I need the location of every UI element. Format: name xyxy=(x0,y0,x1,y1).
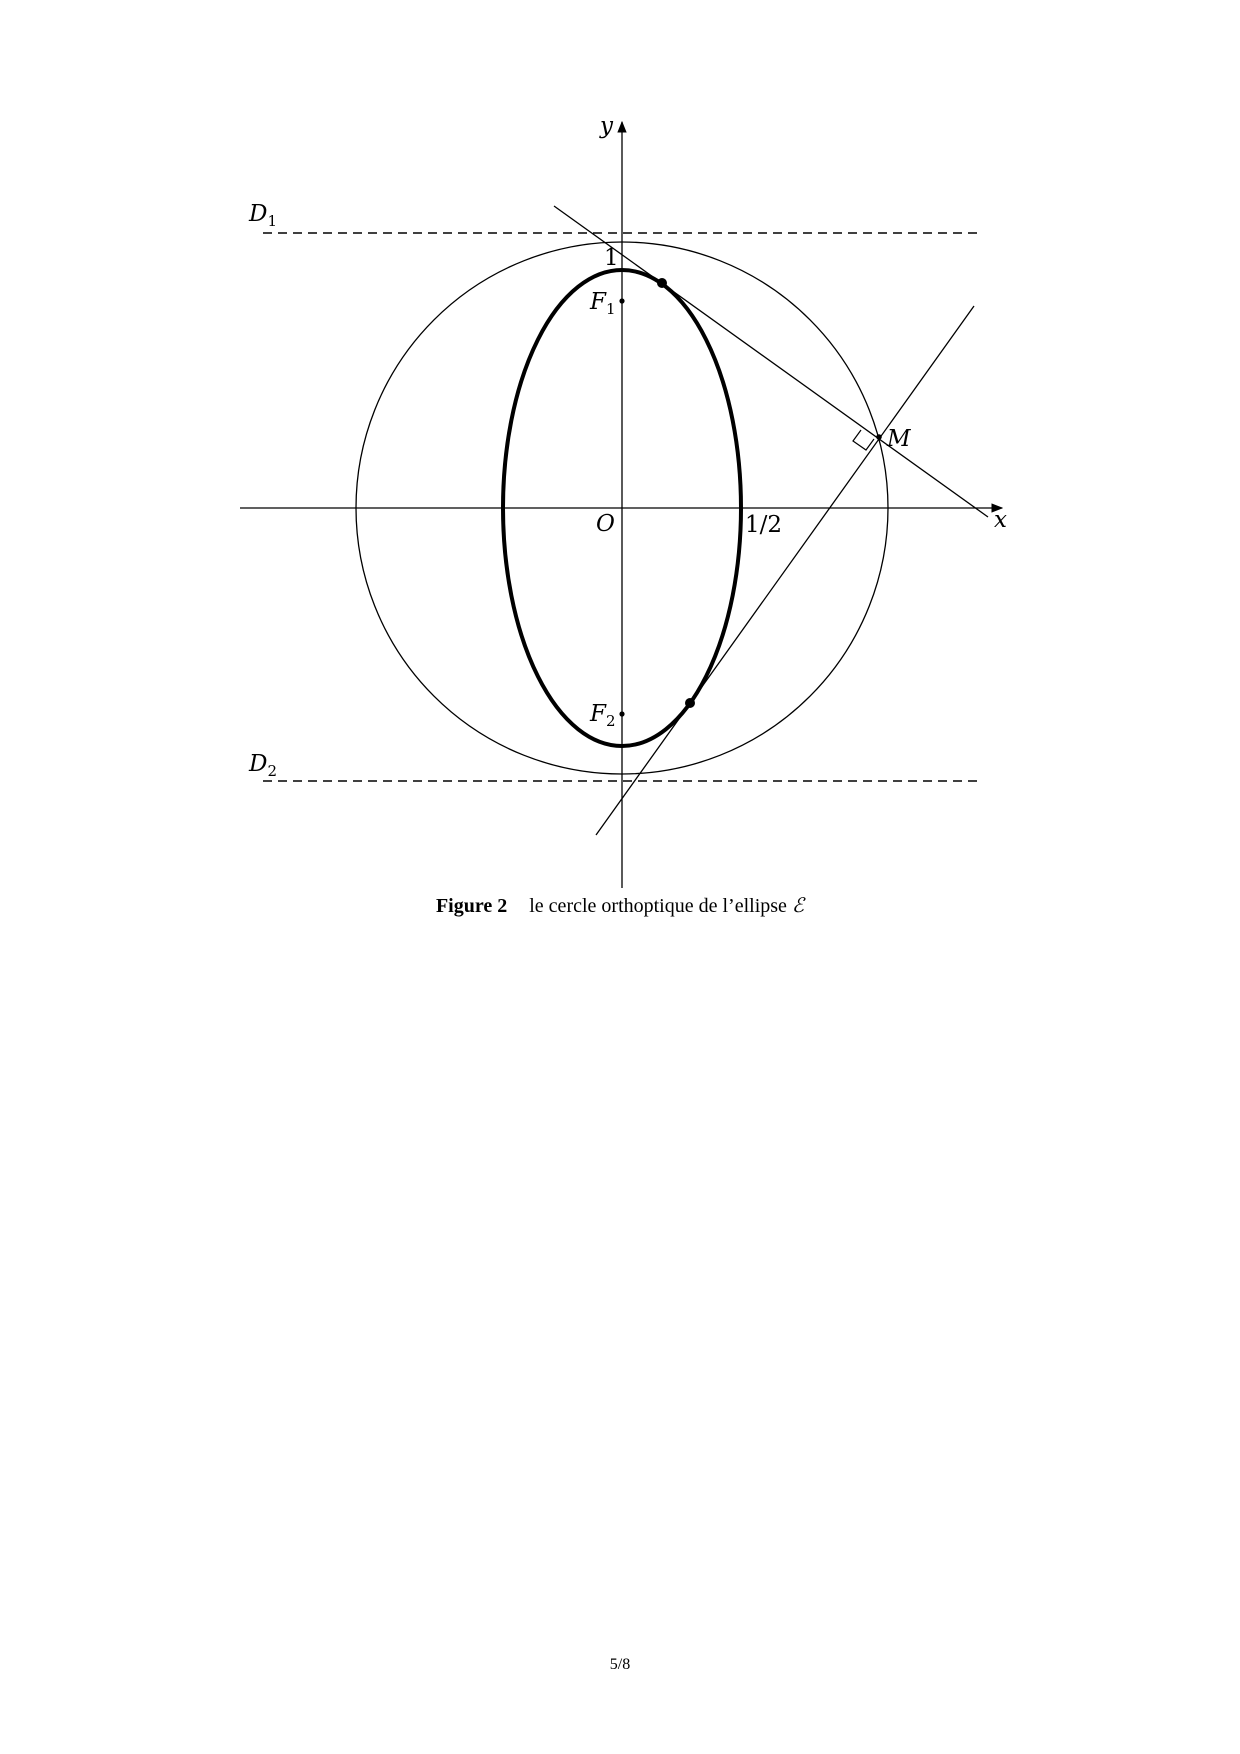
caption-label: Figure 2 xyxy=(435,895,508,917)
focus-f1-label: $F_1$ xyxy=(590,289,616,318)
tangent-point-1 xyxy=(657,278,667,288)
page-number: 5/8 xyxy=(609,1656,631,1673)
point-m-label: M xyxy=(887,426,911,452)
figure-caption xyxy=(0,893,1240,918)
point-m xyxy=(876,434,882,440)
tick-y-label: 1 xyxy=(604,245,619,271)
focus-f1-point xyxy=(619,298,624,303)
tick-x-label: 1/2 xyxy=(745,512,783,538)
directrix-d2-label: $D_2$ xyxy=(249,751,277,780)
tangent-line-1 xyxy=(554,206,988,517)
x-axis-label: x xyxy=(994,507,1007,533)
caption-symbol: ℰ xyxy=(791,893,805,917)
focus-f2-point xyxy=(619,711,624,716)
origin-label: O xyxy=(596,511,615,537)
directrix-d1-label: $D_1$ xyxy=(249,201,277,230)
caption-text: le cercle orthoptique de l’ellipse xyxy=(529,895,787,917)
focus-f2-label: $F_2$ xyxy=(590,701,616,730)
tangent-point-2 xyxy=(685,698,695,708)
y-axis-label: y xyxy=(600,113,613,139)
tangent-line-2 xyxy=(596,306,974,835)
